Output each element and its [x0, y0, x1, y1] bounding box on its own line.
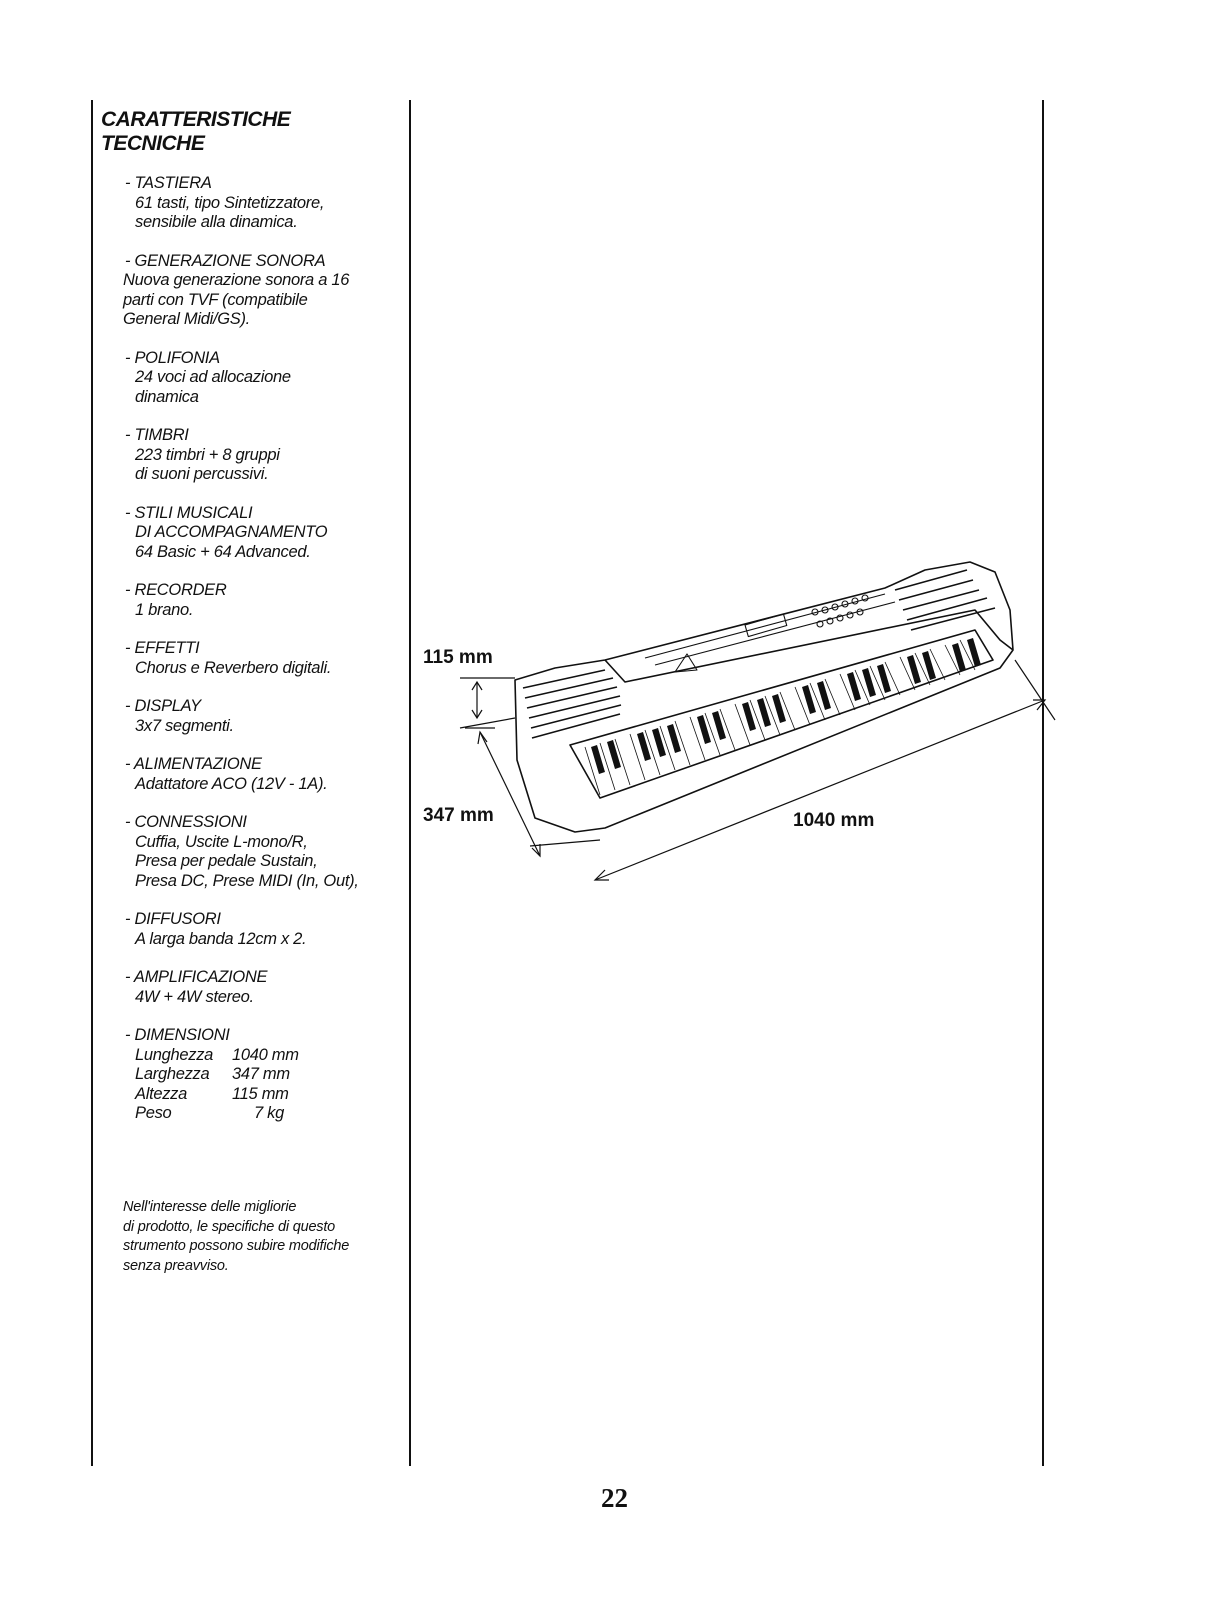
spec-heading: - CONNESSIONI [125, 813, 247, 831]
disclaimer-note [123, 1198, 413, 1276]
spec-line: 24 voci ad allocazione [135, 368, 291, 386]
spec-item-tastiera [101, 174, 401, 233]
disclaimer-line: senza preavviso. [123, 1257, 229, 1274]
keyboard-panel-edge [605, 610, 1013, 682]
spec-line: 1 brano. [135, 600, 194, 619]
specifications-column [101, 108, 401, 1143]
spec-line: Nuova generazione sonora a 16 [123, 271, 350, 289]
spec-line: 3x7 segmenti. [135, 716, 234, 735]
left-speaker-grill [523, 670, 621, 738]
spec-line: General Midi/GS). [123, 310, 250, 328]
spec-heading: - RECORDER [125, 581, 227, 599]
disclaimer-line: Nell'interesse delle migliorie [123, 1199, 297, 1215]
height-dimension-label: 115 mm [423, 647, 493, 668]
keyboard-dimensions-figure [415, 550, 1065, 910]
spec-heading: - DIFFUSORI [125, 910, 221, 928]
dimension-value: 347 mm [232, 1065, 290, 1083]
black-keys [591, 638, 981, 774]
disclaimer-line: strumento possono subire modifiche [123, 1238, 350, 1254]
spec-heading: - AMPLIFICAZIONE [125, 968, 268, 986]
spec-line: DI ACCOMPAGNAMENTO [135, 523, 328, 541]
spec-line: Chorus e Reverbero digitali. [135, 658, 332, 677]
spec-list [101, 174, 401, 1124]
length-extension-right [1015, 660, 1055, 720]
spec-item-effetti [101, 639, 401, 678]
spec-item-amplificazione [101, 968, 401, 1007]
spec-heading: - POLIFONIA [125, 348, 220, 367]
spec-item-diffusori [101, 910, 401, 949]
spec-line: 4W + 4W stereo. [135, 987, 254, 1006]
section-title-line-1: CARATTERISTICHE [101, 108, 291, 131]
depth-arrow [480, 732, 540, 856]
spec-item-recorder [101, 581, 401, 620]
depth-extension-bottom [530, 840, 600, 846]
spec-heading: - DIMENSIONI [125, 1026, 230, 1044]
dimension-label: Altezza [135, 1084, 188, 1103]
spec-line: Adattatore ACO (12V - 1A). [135, 774, 328, 793]
depth-dimension-label: 347 mm [423, 805, 494, 826]
table-row [135, 1065, 299, 1085]
section-title-line-2: TECNICHE [101, 132, 205, 155]
spec-item-generazione-sonora [101, 252, 401, 330]
keyboard-illustration [415, 550, 1065, 910]
spec-item-polifonia [101, 349, 401, 408]
spec-heading: - STILI MUSICALI [125, 503, 253, 522]
right-speaker-grill [895, 570, 995, 630]
page-number: 22 [601, 1483, 628, 1513]
height-extension-bottom [460, 718, 515, 728]
spec-line: Presa per pedale Sustain, [135, 852, 318, 870]
keyboard-body-outline [515, 562, 1013, 832]
table-row [135, 1046, 299, 1066]
spec-item-connessioni [101, 813, 401, 891]
dimension-value: 115 mm [232, 1084, 289, 1103]
spec-line: Cuffia, Uscite L-mono/R, [135, 832, 308, 851]
table-row [135, 1085, 299, 1105]
spec-line: di suoni percussivi. [135, 465, 269, 483]
spec-line: parti con TVF (compatibile [123, 290, 308, 309]
dimension-value: 7 kg [254, 1104, 284, 1122]
dimensions-table [135, 1046, 299, 1124]
spec-item-timbri [101, 426, 401, 485]
dimension-value: 1040 mm [232, 1045, 299, 1064]
length-arrow [595, 700, 1045, 880]
spec-heading: - GENERAZIONE SONORA [125, 251, 326, 270]
spec-item-alimentazione [101, 755, 401, 794]
spec-line: sensibile alla dinamica. [135, 213, 298, 231]
left-column-rule [91, 100, 93, 1466]
table-row [135, 1104, 299, 1124]
dimension-label: Lunghezza [135, 1045, 214, 1064]
spec-item-stili-musicali [101, 504, 401, 563]
spec-heading: - EFFETTI [125, 639, 200, 657]
spec-line: dinamica [135, 387, 199, 406]
disclaimer-line: di prodotto, le specifiche di questo [123, 1218, 336, 1235]
spec-line: 223 timbri + 8 gruppi [135, 445, 280, 464]
spec-heading: - TASTIERA [125, 174, 212, 192]
control-panel [645, 594, 895, 672]
spec-line: Presa DC, Prese MIDI (In, Out), [135, 871, 359, 890]
spec-item-display [101, 697, 401, 736]
dimension-label: Peso [135, 1104, 172, 1122]
spec-item-dimensioni [101, 1026, 401, 1124]
spec-heading: - ALIMENTAZIONE [125, 755, 262, 773]
spec-heading: - DISPLAY [125, 697, 201, 715]
spec-heading: - TIMBRI [125, 426, 189, 444]
spec-line: A larga banda 12cm x 2. [135, 929, 307, 948]
spec-line: 64 Basic + 64 Advanced. [135, 542, 311, 561]
spec-line: 61 tasti, tipo Sintetizzatore, [135, 193, 325, 212]
length-dimension-label: 1040 mm [793, 810, 875, 831]
dimension-label: Larghezza [135, 1065, 210, 1083]
section-title [101, 108, 401, 156]
